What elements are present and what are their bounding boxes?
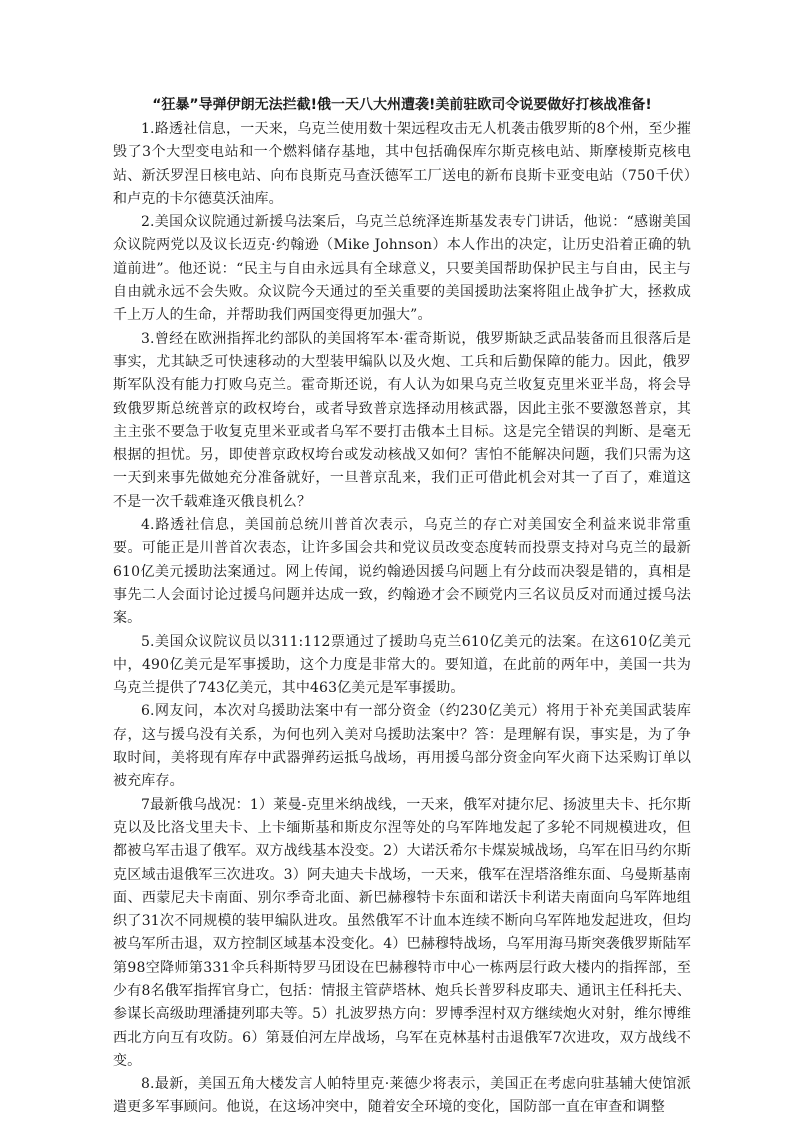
paragraph-1: 1.路透社信息，一天来，乌克兰使用数十架远程攻击无人机袭击俄罗斯的8个州，至少摧毁了3个大型变电站和一个燃料储存基地，其中包括确保库尔斯克核电站、斯摩棱斯克核电站、新沃罗涅日核电站、向布良斯克马查沃德军工厂送电的新布良斯卡亚变电站（750千伏）和卢克的卡尔德莫沃油库。: [113, 121, 691, 207]
paragraph-8: 8.最新，美国五角大楼发言人帕特里克·莱德少将表示，美国正在考虑向驻基辅大使馆派遣更多军事顾问。他说，在这场冲突中，随着安全环境的变化，国防部一直在审查和调整: [113, 1076, 691, 1116]
paragraph-6: 6.网友问，本次对乌援助法案中有一部分资金（约230亿美元）将用于补充美国武装库存，这与援乌没有关系，为何也列入美对乌援助法案中？答：是理解有误，事实是，为了争取时间，美将现有库存中武器弹药运抵乌战场，再用援乌部分资金向军火商下达采购订单以被充库存。: [113, 703, 691, 790]
paragraph-2: 2.美国众议院通过新援乌法案后，乌克兰总统泽连斯基发表专门讲话，他说：“感谢美国众议院两党以及议长迈克·约翰逊（Mike Johnson）本人作出的决定，让历史沿着正确的轨道前进”。他还说：“民主与自由永远具有全球意义，只要美国帮助保护民主与自由，民主与自由就永远不会失败。众议院今天通过的至关重要的美国援助法案将阻止战争扩大，拯救成千上万人的生命，并帮助我们两国变得更加强大”。: [113, 214, 691, 324]
paragraph-4: 4.路透社信息，美国前总统川普首次表示，乌克兰的存亡对美国安全利益来说非常重要。可能正是川普首次表态，让许多国会共和党议员改变态度转而投票支持对乌克兰的最新610亿美元援助法案通过。网上传闻，说约翰逊因援乌问题上有分歧而决裂是错的，真相是事先二人会面讨论过援乌问题并达成一致，约翰逊才会不顾党内三名议员反对而通过援乌法案。: [113, 517, 691, 627]
paragraph-5: 5.美国众议院议员以311:112票通过了援助乌克兰610亿美元的法案。在这610亿美元中，490亿美元是军事援助，这个力度是非常大的。要知道，在此前的两年中，美国一共为乌克兰提供了743亿美元，其中463亿美元是军事援助。: [113, 633, 691, 697]
paragraph-7: 7最新俄乌战况：1）莱曼-克里米纳战线，一天来，俄军对捷尔尼、扬波里夫卡、托尔斯克以及比洛戈里夫卡、上卡缅斯基和斯皮尔涅等处的乌军阵地发起了多轮不同规模进攻，但都被乌军击退了俄军。双方战线基本没变。2）大诺沃希尔卡煤炭城战场，乌军在旧马约尔斯克区域击退俄军三次进攻。3）阿夫迪夫卡战场，一天来，俄军在涅塔洛维东面、乌曼斯基南面、西蒙尼夫卡南面、别尔季奇北面、新巴赫穆特卡东面和诺沃卡利诺夫南面向乌军阵地组织了31次不同规模的装甲编队进攻。虽然俄军不计血本连续不断向乌军阵地发起进攻，但均被乌军所击退，双方控制区域基本没变化。4）巴赫穆特战场，乌军用海马斯突袭俄罗斯陆军第98空降师第331伞兵科斯特罗马团设在巴赫穆特市中心一栋两层行政大楼内的指挥部，至少有8名俄军指挥官身亡，包括：情报主管萨塔林、炮兵长普罗科皮耶夫、通讯主任科托夫、参谋长高级助理潘捷列耶夫等。5）扎波罗热方向：罗博季涅村双方继续炮火对射，维尔博维西北方向互有攻防。6）第聂伯河左岸战场，乌军在克林基村击退俄军7次进攻，双方战线不变。: [113, 796, 691, 1069]
paragraph-3: 3.曾经在欧洲指挥北约部队的美国将军本·霍奇斯说，俄罗斯缺乏武品装备而且很落后是事实，尤其缺乏可快速移动的大型装甲编队以及火炮、工兵和后勤保障的能力。因此，俄罗斯军队没有能力打败乌克兰。霍奇斯还说，有人认为如果乌克兰收复克里米亚半岛，将会导致俄罗斯总统普京的政权垮台，或者导致普京选择动用核武器，因此主张不要激怒普京，其主主张不要急于收复克里米亚或者乌军不要打击俄本土目标。这是完全错误的判断、是毫无根据的担忧。另，即使普京政权垮台或发动核战又如何？害怕不能解决问题，我们只需为这一天到来事先做她充分准备就好，一旦普京乱来，我们正可借此机会对其一了百了，难道这不是一次千载难逢灭俄良机么？: [113, 330, 691, 510]
document-title: “狂暴”导弹伊朗无法拦截!俄一天八大州遭袭!美前驻欧司令说要做好打核战准备!: [152, 97, 652, 113]
document-page: [113, 95, 691, 1120]
